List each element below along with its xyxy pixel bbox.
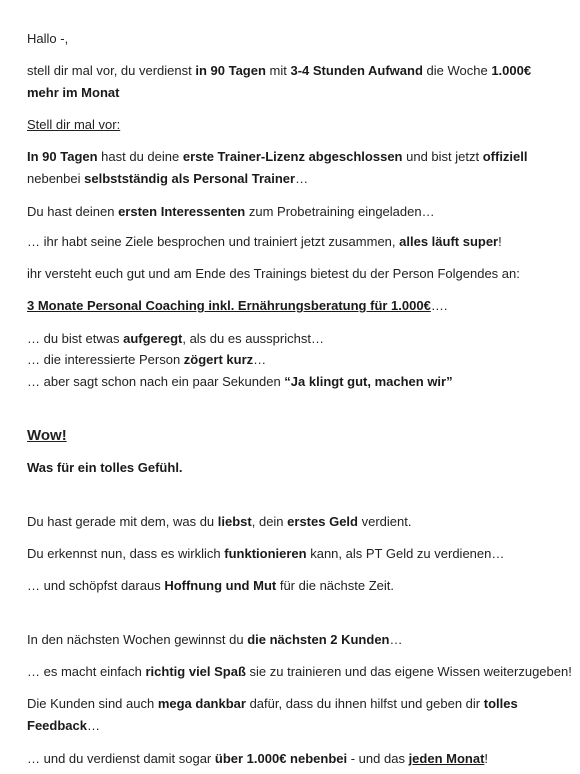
bold-text: 3-4 Stunden Aufwand — [290, 63, 423, 78]
text: … die interessierte Person — [27, 352, 184, 367]
text: hast du deine — [97, 149, 183, 164]
greeting: Hallo -, — [27, 31, 69, 46]
paragraph-hope — [27, 575, 394, 597]
wow-heading: Wow! — [27, 427, 67, 444]
bold-text: über 1.000€ nebenbei — [214, 751, 348, 766]
bold-text: ersten Interessenten — [118, 204, 246, 219]
paragraph-fun — [27, 661, 572, 683]
paragraph-feeling — [27, 457, 183, 479]
bold-text: Hoffnung und Mut — [164, 578, 277, 593]
text: ! — [498, 234, 502, 249]
paragraph-training — [27, 231, 502, 253]
text: … du bist etwas — [27, 331, 124, 346]
bold-text: tolles Feedback — [27, 696, 518, 733]
bold-text: erste Trainer-Lizenz abgeschlossen — [182, 149, 403, 164]
text: die Woche — [422, 63, 492, 78]
intro-paragraph — [27, 60, 557, 104]
text: zum Probetraining eingeladen… — [245, 204, 435, 219]
text: Die Kunden sind auch — [27, 696, 158, 711]
text: stell dir mal vor, du verdienst — [27, 63, 196, 78]
text: … und du verdienst damit sogar — [27, 751, 215, 766]
text: , als du es aussprichst… — [182, 331, 324, 346]
text: verdient. — [357, 514, 412, 529]
bold-text: funktionieren — [224, 546, 307, 561]
text: Du hast gerade mit dem, was du — [27, 514, 218, 529]
text: … es macht einfach — [27, 664, 146, 679]
bold-text: in 90 Tagen — [195, 63, 266, 78]
bold-text: mega dankbar — [157, 696, 246, 711]
text: sie zu trainieren und das eigene Wissen weiterzugeben! — [245, 664, 572, 679]
text: - und das — [347, 751, 409, 766]
bold-text: zögert kurz — [183, 352, 254, 367]
bold-text: aufgeregt — [123, 331, 183, 346]
bold-text: liebst — [217, 514, 252, 529]
paragraph-license — [27, 146, 557, 190]
text: … aber sagt schon nach ein paar Sekunden — [27, 374, 285, 389]
paragraph-offer-intro: ihr versteht euch gut und am Ende des Trainings bietest du der Person Folgendes an: — [27, 266, 520, 281]
paragraph-first-money — [27, 511, 411, 533]
offer-text: 3 Monate Personal Coaching inkl. Ernährungsberatung für 1.000€ — [27, 298, 431, 313]
bold-text: erstes Geld — [287, 514, 358, 529]
text: … — [253, 352, 267, 367]
bold-text: richtig viel Spaß — [145, 664, 246, 679]
text: Du hast deinen — [27, 204, 119, 219]
line-excited — [27, 328, 324, 350]
text: ! — [484, 751, 489, 766]
paragraph-income — [27, 748, 488, 770]
paragraph-interest — [27, 201, 435, 223]
text: und bist jetzt — [402, 149, 483, 164]
text: …. — [430, 298, 448, 313]
bold-text: offiziell — [482, 149, 528, 164]
paragraph-feedback — [27, 693, 557, 737]
line-hesitate — [27, 349, 266, 371]
text: … — [295, 171, 309, 186]
text: nebenbei — [27, 171, 85, 186]
text: … ihr habt seine Ziele besprochen und trainiert jetzt zusammen, — [27, 234, 400, 249]
paragraph-clients — [27, 629, 403, 651]
paragraph-works — [27, 543, 504, 565]
bold-text: 1.000€ mehr im Monat — [27, 63, 532, 100]
text: In den nächsten Wochen gewinnst du — [27, 632, 248, 647]
bold-text: Was für ein tolles Gefühl. — [27, 460, 183, 475]
line-accept — [27, 371, 453, 393]
text: … und schöpfst daraus — [27, 578, 165, 593]
text: mit — [265, 63, 291, 78]
text: dafür, dass du ihnen hilfst und geben dir — [245, 696, 484, 711]
text: … — [389, 632, 403, 647]
paragraph-offer — [27, 295, 447, 317]
bold-text: selbstständig als Personal Trainer — [84, 171, 296, 186]
text: kann, als PT Geld zu verdienen… — [306, 546, 505, 561]
bold-text: jeden Monat — [408, 751, 485, 766]
text: für die nächste Zeit. — [276, 578, 394, 593]
section-heading: Stell dir mal vor: — [27, 117, 121, 132]
text: , dein — [251, 514, 288, 529]
bold-text: In 90 Tagen — [27, 149, 98, 164]
bold-text: “Ja klingt gut, machen wir” — [284, 374, 453, 389]
text: … — [86, 718, 100, 733]
bold-text: alles läuft super — [399, 234, 499, 249]
bold-text: die nächsten 2 Kunden — [247, 632, 390, 647]
text: Du erkennst nun, dass es wirklich — [27, 546, 225, 561]
